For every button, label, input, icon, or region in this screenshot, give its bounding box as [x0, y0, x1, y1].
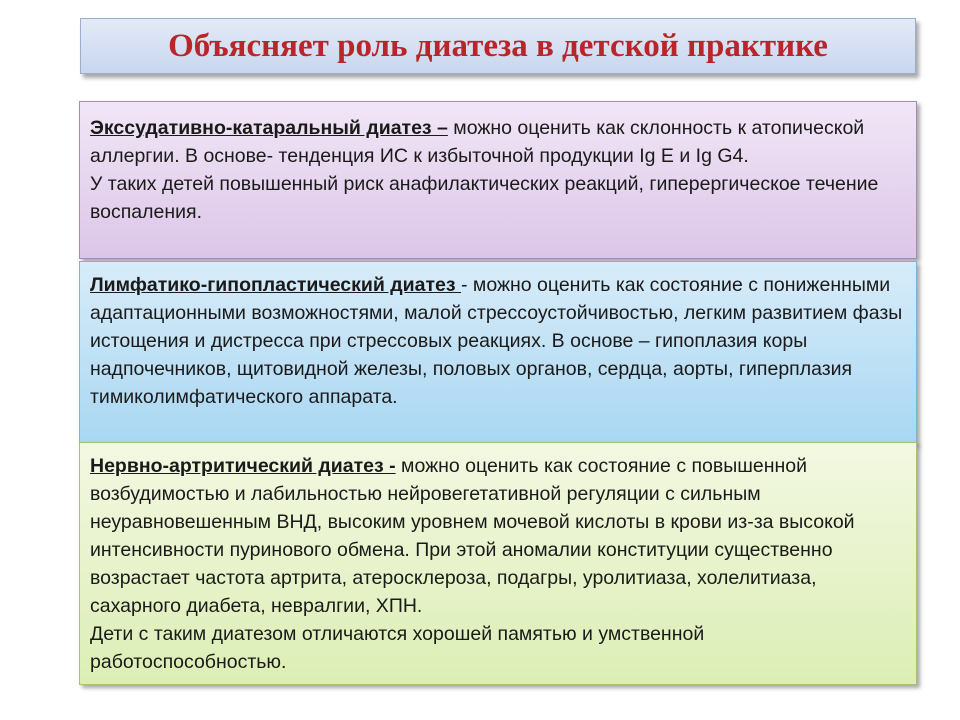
slide-title: Объясняет роль диатеза в детской практике	[168, 27, 828, 64]
slide-title-box	[80, 18, 916, 74]
exudative-paragraph-1	[90, 114, 906, 170]
neuro-paragraph-1	[90, 452, 906, 620]
neuro-paragraph-2: Дети с таким диатезом отличаются хорошей памятью и умственной работоспособностью.	[90, 623, 705, 673]
exudative-paragraph-2: У таких детей повышенный риск анафилактических реакций, гиперергическое течение воспаления.	[90, 173, 879, 223]
neuro-text-1: можно оценить как состояние с повышенной возбудимостью и лабильностью нейровегетативной регуляции с сильным неуравновешенным ВНД, высоким уровнем мочевой кислоты в крови из-за высокой интенсивности пуринового обмена. При этой аномалии конституции существенно возрастает частота артрита, атеросклероза, подагры, уролитиаза, холелитиаза, сахарного диабета, невралгии, ХПН.	[90, 455, 855, 617]
exudative-diathesis-panel	[79, 101, 917, 259]
exudative-term: Экссудативно-катаральный диатез –	[90, 117, 448, 139]
lymphatic-diathesis-panel	[79, 261, 917, 444]
neuro-arthritic-diathesis-panel	[79, 442, 917, 685]
exudative-text-1: можно оценить как склонность к атопической аллергии. В основе- тенденция ИС к избыточной продукции Ig E и Ig G4.	[90, 117, 865, 167]
lymphatic-text: - можно оценить как состояние с пониженными адаптационными возможностями, малой стрессоустойчивостью, легким развитием фазы истощения и дистресса при стрессовых реакциях. В основе – гипоплазия коры надпочечников, щитовидной железы, половых органов, сердца, аорты, гиперплазия тимиколимфатического аппарата.	[90, 274, 903, 408]
lymphatic-paragraph	[90, 271, 906, 411]
neuro-term: Нервно-артритический диатез -	[90, 455, 396, 477]
lymphatic-term: Лимфатико-гипопластический диатез	[90, 274, 462, 296]
